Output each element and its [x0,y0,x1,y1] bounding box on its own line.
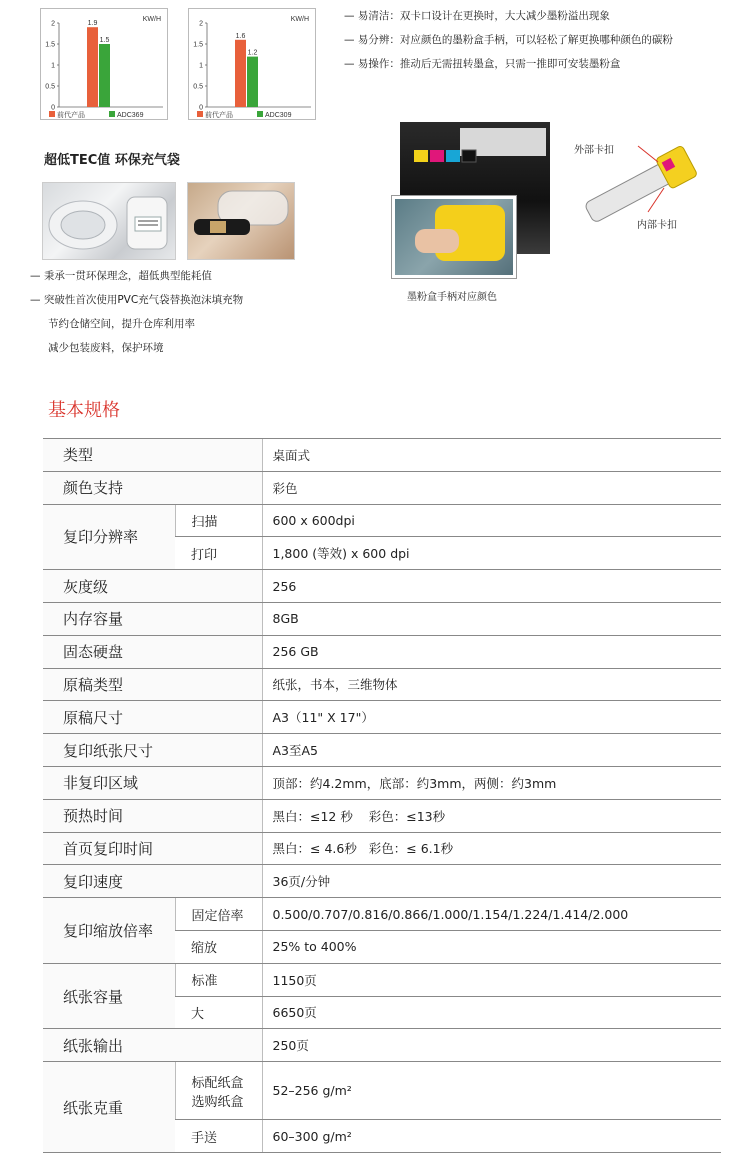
spec-label: 纸张克重 [43,1062,175,1153]
chart-y-tick-label: 1 [51,62,55,70]
chart-legend-label: ADC369 [117,112,144,119]
spec-value: 600 x 600dpi [262,504,721,537]
spec-label: 复印速度 [43,865,262,898]
spec-value: 52–256 g/m² [262,1062,721,1120]
spec-label: 复印纸张尺寸 [43,734,262,767]
spec-value: 0.500/0.707/0.816/0.866/1.000/1.154/1.224/1.414/2.000 [262,898,721,931]
hand-toner-illustration [395,199,513,275]
chart-data-label: 1.6 [235,32,246,40]
spec-value: 6650页 [262,996,721,1029]
tec-note-3: 节约仓储空间，提升仓库利用率 [48,318,195,330]
chart-legend-label: ADC309 [265,112,292,119]
spec-value: 256 [262,570,721,603]
feature-easy-clean: — 易清洁：双卡口设计在更换时，大大减少墨粉溢出现象 [344,10,610,22]
chart-y-tick-label: 0.5 [193,83,203,91]
spec-label: 灰度级 [43,570,262,603]
feature-easy-identify: — 易分辨：对应颜色的墨粉盒手柄，可以轻松了解更换哪种颜色的碳粉 [344,34,673,46]
spec-sublabel: 标准 [175,963,262,996]
tec-note-1: — 秉承一贯环保理念，超低典型能耗值 [30,270,212,282]
spec-label: 原稿尺寸 [43,701,262,734]
spec-row-color [43,471,721,504]
inner-clip-label: 内部卡扣 [637,220,677,231]
chart-legend-swatch [49,111,55,117]
spec-label: 复印缩放倍率 [43,898,175,964]
spec-sublabel-line: 选购纸盒 [191,1094,244,1110]
chart-y-tick-label: 2 [199,20,203,28]
spec-row-non-copy [43,766,721,799]
spec-sublabel [175,1062,262,1120]
spec-sublabel: 缩放 [175,930,262,963]
energy-chart-adc369-svg [41,9,169,121]
spec-row-type [43,439,721,472]
chart-bar [87,27,98,107]
spec-row-first-copy [43,832,721,865]
chart-data-label: 1.2 [247,49,258,57]
spec-value: 1,800 (等效) x 600 dpi [262,537,721,570]
spec-row-capacity-std [43,963,721,996]
spec-row-memory [43,602,721,635]
wine-bottle-airbag-photo [187,182,295,260]
air-cushion-illustration [43,183,176,260]
chart-bar [99,44,110,107]
spec-sublabel: 大 [175,996,262,1029]
wine-bottle-illustration [188,183,295,260]
spec-row-output [43,1029,721,1062]
chart-unit-label: KW/H [290,16,309,23]
chart-legend-label: 前代产品 [205,112,233,119]
chart-legend-swatch [197,111,203,117]
spec-value: 黑白：≤12 秒 彩色：≤13秒 [262,799,721,832]
spec-sublabel: 固定倍率 [175,898,262,931]
spec-label: 固态硬盘 [43,635,262,668]
chart-y-tick-label: 0 [51,104,55,112]
spec-table [43,438,721,1153]
chart-y-tick-label: 0 [199,104,203,112]
spec-sublabel: 扫描 [175,504,262,537]
tec-note-4: 减少包装废料，保护环境 [48,342,164,354]
tec-note-2: — 突破性首次使用PVC充气袋替换泡沫填充物 [30,294,244,306]
chart-bar [247,57,258,107]
spec-label: 内存容量 [43,602,262,635]
chart-y-tick-label: 1.5 [193,41,203,49]
chart-unit-label: KW/H [142,16,161,23]
spec-value: 8GB [262,602,721,635]
spec-sublabel: 手送 [175,1120,262,1153]
spec-label: 复印分辨率 [43,504,175,570]
spec-value: 顶部：约4.2mm，底部：约3mm，两侧：约3mm [262,766,721,799]
chart-y-tick-label: 2 [51,20,55,28]
air-cushion-photo [42,182,176,260]
spec-row-original-size [43,701,721,734]
chart-bar [235,40,246,107]
chart-legend-label: 前代产品 [57,112,85,119]
energy-chart-adc309-svg [189,9,317,121]
spec-row-resolution-scan [43,504,721,537]
spec-row-zoom-fixed [43,898,721,931]
spec-row-speed [43,865,721,898]
outer-clip-label: 外部卡扣 [574,145,614,156]
spec-sublabel-line: 标配纸盒 [191,1075,244,1091]
spec-row-original-type [43,668,721,701]
spec-value: 黑白：≤ 4.6秒 彩色：≤ 6.1秒 [262,832,721,865]
chart-legend-swatch [257,111,263,117]
chart-y-tick-label: 0.5 [45,83,55,91]
toner-caption: 墨粉盒手柄对应颜色 [407,292,497,303]
tec-heading: 超低TEC值 环保充气袋 [44,153,180,168]
spec-label: 颜色支持 [43,471,262,504]
spec-row-ssd [43,635,721,668]
spec-value: 桌面式 [262,439,721,472]
spec-row-warmup [43,799,721,832]
spec-label: 非复印区域 [43,766,262,799]
spec-row-gray [43,570,721,603]
chart-data-label: 1.9 [87,20,98,28]
spec-value: 纸张，书本，三维物体 [262,668,721,701]
feature-easy-operate: — 易操作：推动后无需扭转墨盒，只需一推即可安装墨粉盒 [344,58,621,70]
energy-chart-adc309 [188,8,316,120]
spec-value: 1150页 [262,963,721,996]
chart-legend-swatch [109,111,115,117]
spec-label: 原稿类型 [43,668,262,701]
energy-chart-adc369 [40,8,168,120]
spec-value: 60–300 g/m² [262,1120,721,1153]
toner-features-list [344,4,744,76]
chart-y-tick-label: 1.5 [45,41,55,49]
chart-data-label: 1.5 [99,37,110,44]
spec-label: 预热时间 [43,799,262,832]
spec-row-weight-tray [43,1062,721,1120]
spec-label: 首页复印时间 [43,832,262,865]
tec-notes [30,264,243,360]
spec-row-paper-size [43,734,721,767]
spec-heading: 基本规格 [48,400,120,421]
spec-sublabel: 打印 [175,537,262,570]
spec-value: 250页 [262,1029,721,1062]
spec-value: 36页/分钟 [262,865,721,898]
spec-value: 256 GB [262,635,721,668]
spec-label: 纸张容量 [43,963,175,1029]
spec-label: 纸张输出 [43,1029,262,1062]
spec-value: A3（11" X 17"） [262,701,721,734]
spec-label: 类型 [43,439,262,472]
spec-value: A3至A5 [262,734,721,767]
spec-value: 25% to 400% [262,930,721,963]
hand-pushing-toner-photo [392,196,516,278]
chart-y-tick-label: 1 [199,62,203,70]
spec-value: 彩色 [262,471,721,504]
